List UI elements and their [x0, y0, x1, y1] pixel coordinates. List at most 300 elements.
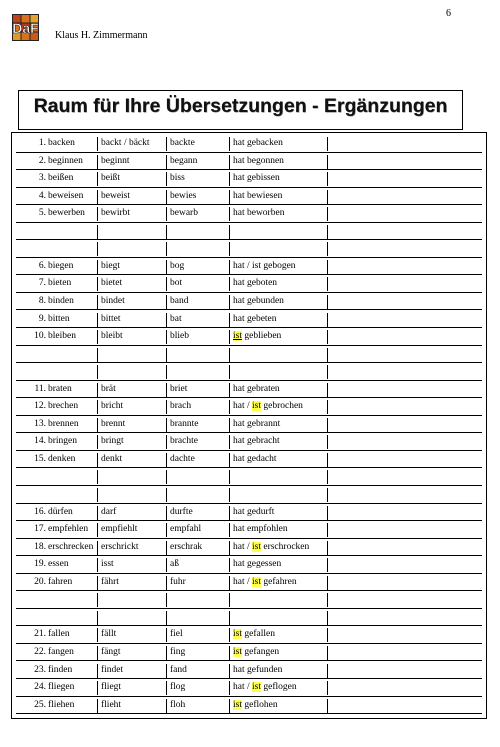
page-title: Raum für Ihre Übersetzungen - Ergänzungen	[33, 95, 448, 117]
column-divider	[166, 348, 167, 362]
cell-present: fällt	[101, 629, 117, 640]
column-divider	[327, 453, 328, 467]
row-number: 8.	[38, 295, 46, 306]
row-number: 25.	[34, 699, 46, 710]
cell-perfect: hat gebunden	[233, 295, 284, 306]
column-divider	[327, 330, 328, 344]
cell-preterite: bog	[170, 260, 185, 271]
row-number	[30, 591, 46, 608]
row-number	[30, 609, 46, 626]
table-row	[12, 539, 486, 557]
column-divider	[97, 593, 98, 607]
row-number: 7.	[38, 278, 46, 289]
column-divider	[166, 155, 167, 169]
column-divider	[97, 558, 98, 572]
cell-present: bittet	[101, 313, 121, 324]
author-name: Klaus H. Zimmermann	[55, 30, 148, 41]
row-number: 13.	[34, 418, 46, 429]
row-number: 5.	[38, 208, 46, 219]
cell-preterite: fuhr	[170, 576, 186, 587]
cell-infinitive: bitten	[48, 313, 70, 324]
auxiliary-highlight: ist	[252, 682, 261, 693]
column-divider	[97, 383, 98, 397]
cell-present: darf	[101, 506, 117, 517]
column-divider	[327, 172, 328, 186]
table-row	[12, 609, 486, 627]
cell-infinitive: finden	[48, 664, 73, 675]
column-divider	[327, 137, 328, 151]
title-box	[18, 90, 463, 130]
row-number: 14.	[34, 436, 46, 447]
column-divider	[166, 681, 167, 695]
cell-preterite: aß	[170, 559, 179, 570]
column-divider	[97, 313, 98, 327]
column-divider	[229, 137, 230, 151]
column-divider	[327, 383, 328, 397]
table-row	[12, 223, 486, 241]
cell-infinitive: bewerben	[48, 208, 85, 219]
column-divider	[166, 506, 167, 520]
table-row	[12, 591, 486, 609]
cell-infinitive: fallen	[48, 629, 70, 640]
column-divider	[166, 277, 167, 291]
column-divider	[166, 418, 167, 432]
table-row	[12, 135, 486, 153]
cell-infinitive: fliegen	[48, 682, 75, 693]
column-divider	[229, 681, 230, 695]
column-divider	[229, 646, 230, 660]
cell-preterite: brach	[170, 401, 192, 412]
column-divider	[327, 488, 328, 502]
column-divider	[229, 541, 230, 555]
auxiliary-highlight: ist	[233, 331, 242, 342]
column-divider	[229, 400, 230, 414]
table-row	[12, 644, 486, 662]
auxiliary-highlight: ist	[252, 541, 261, 552]
cell-present: beweist	[101, 190, 131, 201]
column-divider	[166, 699, 167, 713]
daf-logo	[12, 14, 39, 41]
cell-present: bleibt	[101, 331, 123, 342]
row-number: 19.	[34, 559, 46, 570]
column-divider	[166, 628, 167, 642]
cell-perfect: hat gefunden	[233, 664, 283, 675]
row-number	[30, 346, 46, 363]
table-row	[12, 626, 486, 644]
column-divider	[229, 365, 230, 379]
column-divider	[166, 541, 167, 555]
column-divider	[97, 277, 98, 291]
column-divider	[97, 699, 98, 713]
column-divider	[327, 541, 328, 555]
column-divider	[327, 558, 328, 572]
column-divider	[229, 207, 230, 221]
cell-infinitive: brechen	[48, 401, 79, 412]
cell-infinitive: beginnen	[48, 155, 83, 166]
row-number	[30, 486, 46, 503]
auxiliary-highlight: ist	[252, 576, 261, 587]
table-row	[12, 398, 486, 416]
table-row	[12, 293, 486, 311]
row-number: 16.	[34, 506, 46, 517]
cell-infinitive: erschrecken	[48, 541, 94, 552]
column-divider	[229, 155, 230, 169]
row-number: 23.	[34, 664, 46, 675]
column-divider	[327, 628, 328, 642]
cell-preterite: fiel	[170, 629, 183, 640]
cell-perfect: hat gebacken	[233, 138, 283, 148]
cell-infinitive: biegen	[48, 260, 74, 271]
column-divider	[327, 611, 328, 625]
column-divider	[327, 646, 328, 660]
cell-perfect: hat gebracht	[233, 436, 280, 447]
cell-perfect	[233, 679, 297, 696]
cell-infinitive: beweisen	[48, 190, 84, 201]
column-divider	[327, 418, 328, 432]
table-row	[12, 328, 486, 346]
column-divider	[97, 435, 98, 449]
table-row	[12, 451, 486, 469]
column-divider	[229, 593, 230, 607]
row-number: 6.	[38, 260, 46, 271]
cell-present: fängt	[101, 646, 121, 657]
row-number: 3.	[38, 173, 46, 184]
table-row	[12, 574, 486, 592]
column-divider	[327, 260, 328, 274]
cell-perfect: hat begonnen	[233, 155, 284, 166]
table-row	[12, 556, 486, 574]
column-divider	[97, 628, 98, 642]
table-row	[12, 381, 486, 399]
table-row	[12, 662, 486, 680]
perfect-participle: gebrochen	[260, 401, 303, 412]
cell-present: fliegt	[101, 682, 122, 693]
column-divider	[166, 190, 167, 204]
column-divider	[166, 576, 167, 590]
column-divider	[97, 260, 98, 274]
column-divider	[97, 418, 98, 432]
column-divider	[166, 383, 167, 397]
cell-perfect	[233, 644, 279, 661]
cell-perfect: hat gebissen	[233, 173, 280, 184]
perfect-participle: gefahren	[260, 576, 297, 587]
column-divider	[327, 313, 328, 327]
column-divider	[327, 435, 328, 449]
column-divider	[327, 207, 328, 221]
perfect-participle: gefallen	[241, 629, 275, 640]
cell-present: bindet	[101, 295, 125, 306]
cell-infinitive: bringen	[48, 436, 78, 447]
cell-preterite: flog	[170, 682, 186, 693]
cell-present: beginnt	[101, 155, 130, 166]
column-divider	[97, 207, 98, 221]
cell-preterite: bewies	[170, 190, 197, 201]
cell-preterite: bat	[170, 313, 182, 324]
column-divider	[327, 470, 328, 484]
column-divider	[97, 225, 98, 239]
column-divider	[166, 365, 167, 379]
row-number: 1.	[38, 138, 46, 148]
cell-present: bricht	[101, 401, 124, 412]
column-divider	[97, 646, 98, 660]
cell-perfect	[233, 574, 297, 591]
column-divider	[327, 155, 328, 169]
column-divider	[229, 260, 230, 274]
column-divider	[97, 681, 98, 695]
cell-infinitive: fliehen	[48, 699, 75, 710]
column-divider	[97, 611, 98, 625]
column-divider	[166, 172, 167, 186]
column-divider	[97, 453, 98, 467]
column-divider	[97, 488, 98, 502]
row-number: 17.	[34, 524, 46, 535]
column-divider	[166, 488, 167, 502]
page-number: 6	[446, 8, 451, 19]
row-number: 10.	[34, 331, 46, 342]
table-row	[12, 416, 486, 434]
row-number: 12.	[34, 401, 46, 412]
column-divider	[97, 506, 98, 520]
verb-table	[11, 132, 487, 719]
cell-infinitive: fahren	[48, 576, 73, 587]
column-divider	[97, 330, 98, 344]
column-divider	[327, 593, 328, 607]
column-divider	[229, 277, 230, 291]
column-divider	[166, 470, 167, 484]
cell-infinitive: brennen	[48, 418, 79, 429]
perfect-participle: geblieben	[241, 331, 282, 342]
cell-preterite: fing	[170, 646, 186, 657]
auxiliary-highlight: ist	[233, 699, 242, 710]
cell-perfect: hat gebeten	[233, 313, 277, 324]
column-divider	[166, 611, 167, 625]
column-divider	[229, 435, 230, 449]
cell-present: brät	[101, 383, 116, 394]
cell-preterite: biss	[170, 173, 185, 184]
cell-infinitive: bleiben	[48, 331, 76, 342]
cell-preterite: erschrak	[170, 541, 203, 552]
column-divider	[229, 313, 230, 327]
column-divider	[229, 330, 230, 344]
column-divider	[97, 172, 98, 186]
column-divider	[229, 383, 230, 397]
cell-present: bewirbt	[101, 208, 131, 219]
column-divider	[229, 453, 230, 467]
cell-present: biegt	[101, 260, 120, 271]
column-divider	[229, 506, 230, 520]
cell-present: bringt	[101, 436, 124, 447]
column-divider	[97, 523, 98, 537]
column-divider	[166, 593, 167, 607]
cell-infinitive: bieten	[48, 278, 72, 289]
cell-present: beißt	[101, 173, 120, 184]
row-number: 11.	[34, 383, 46, 394]
column-divider	[166, 435, 167, 449]
row-number: 18.	[34, 541, 46, 552]
cell-present: fährt	[101, 576, 119, 587]
table-row	[12, 486, 486, 504]
table-row	[12, 275, 486, 293]
column-divider	[97, 242, 98, 256]
column-divider	[97, 137, 98, 151]
column-divider	[327, 295, 328, 309]
table-row	[12, 205, 486, 223]
cell-preterite: blieb	[170, 331, 189, 342]
cell-perfect: hat gebraten	[233, 383, 280, 394]
column-divider	[166, 225, 167, 239]
cell-perfect: hat gedacht	[233, 453, 277, 464]
cell-infinitive: denken	[48, 453, 76, 464]
table-row	[12, 170, 486, 188]
column-divider	[97, 190, 98, 204]
cell-infinitive: empfehlen	[48, 524, 89, 535]
cell-infinitive: fangen	[48, 646, 74, 657]
column-divider	[229, 628, 230, 642]
row-number	[30, 363, 46, 380]
column-divider	[327, 681, 328, 695]
perfect-prefix: hat /	[233, 682, 252, 693]
perfect-prefix: hat /	[233, 401, 252, 412]
column-divider	[97, 470, 98, 484]
column-divider	[229, 418, 230, 432]
column-divider	[327, 576, 328, 590]
auxiliary-highlight: ist	[233, 646, 242, 657]
cell-perfect	[233, 626, 275, 643]
cell-preterite: brannte	[170, 418, 199, 429]
column-divider	[97, 400, 98, 414]
cell-preterite: floh	[170, 699, 186, 710]
row-number	[30, 240, 46, 257]
column-divider	[229, 470, 230, 484]
perfect-prefix: hat /	[233, 576, 252, 587]
row-number: 2.	[38, 155, 46, 166]
column-divider	[229, 295, 230, 309]
column-divider	[97, 155, 98, 169]
table-row	[12, 433, 486, 451]
column-divider	[229, 488, 230, 502]
cell-preterite: empfahl	[170, 524, 202, 535]
cell-preterite: briet	[170, 383, 188, 394]
column-divider	[327, 699, 328, 713]
table-row	[12, 521, 486, 539]
cell-present: brennt	[101, 418, 126, 429]
column-divider	[97, 576, 98, 590]
column-divider	[166, 523, 167, 537]
column-divider	[327, 277, 328, 291]
column-divider	[327, 242, 328, 256]
column-divider	[229, 611, 230, 625]
perfect-prefix: hat /	[233, 541, 252, 552]
cell-preterite: bewarb	[170, 208, 198, 219]
column-divider	[166, 664, 167, 678]
column-divider	[166, 453, 167, 467]
cell-perfect	[233, 328, 281, 345]
column-divider	[166, 137, 167, 151]
cell-present: erschrickt	[101, 541, 139, 552]
column-divider	[327, 400, 328, 414]
cell-infinitive: backen	[48, 138, 75, 148]
perfect-participle: gefangen	[241, 646, 280, 657]
column-divider	[166, 313, 167, 327]
column-divider	[97, 664, 98, 678]
row-number: 20.	[34, 576, 46, 587]
cell-preterite: backte	[170, 138, 195, 148]
column-divider	[97, 295, 98, 309]
column-divider	[229, 242, 230, 256]
column-divider	[166, 646, 167, 660]
cell-infinitive: binden	[48, 295, 74, 306]
auxiliary-highlight: ist	[233, 629, 242, 640]
table-row	[12, 504, 486, 522]
column-divider	[229, 699, 230, 713]
row-number: 22.	[34, 646, 46, 657]
row-number: 9.	[38, 313, 46, 324]
cell-perfect: hat geboten	[233, 278, 278, 289]
table-row	[12, 697, 486, 715]
logo-text: DaF	[12, 20, 39, 36]
column-divider	[229, 225, 230, 239]
cell-present: isst	[101, 559, 114, 570]
cell-preterite: begann	[170, 155, 198, 166]
column-divider	[229, 523, 230, 537]
table-row	[12, 258, 486, 276]
column-divider	[229, 172, 230, 186]
cell-perfect	[233, 539, 309, 556]
column-divider	[229, 190, 230, 204]
table-row	[12, 240, 486, 258]
row-number: 24.	[34, 682, 46, 693]
column-divider	[327, 523, 328, 537]
column-divider	[327, 506, 328, 520]
cell-infinitive: essen	[48, 559, 69, 570]
cell-present: denkt	[101, 453, 123, 464]
column-divider	[166, 242, 167, 256]
column-divider	[97, 365, 98, 379]
column-divider	[327, 225, 328, 239]
cell-perfect	[233, 398, 303, 415]
column-divider	[166, 295, 167, 309]
table-row	[12, 188, 486, 206]
perfect-participle: geflohen	[241, 699, 278, 710]
cell-infinitive: beißen	[48, 173, 74, 184]
row-number: 15.	[34, 453, 46, 464]
cell-perfect: hat gegessen	[233, 559, 282, 570]
cell-present: bietet	[101, 278, 123, 289]
column-divider	[166, 207, 167, 221]
cell-infinitive: dürfen	[48, 506, 73, 517]
table-row	[12, 311, 486, 329]
cell-present: findet	[101, 664, 124, 675]
cell-present: backt / bäckt	[101, 138, 150, 148]
cell-preterite: fand	[170, 664, 187, 675]
cell-perfect: hat beworben	[233, 208, 285, 219]
table-row	[12, 346, 486, 364]
column-divider	[166, 260, 167, 274]
column-divider	[166, 558, 167, 572]
column-divider	[327, 348, 328, 362]
auxiliary-highlight: ist	[252, 401, 261, 412]
table-row	[12, 363, 486, 381]
perfect-participle: erschrocken	[260, 541, 310, 552]
cell-preterite: band	[170, 295, 189, 306]
cell-infinitive: braten	[48, 383, 72, 394]
cell-present: empfiehlt	[101, 524, 138, 535]
perfect-participle: geflogen	[260, 682, 297, 693]
column-divider	[97, 348, 98, 362]
column-divider	[327, 664, 328, 678]
column-divider	[166, 400, 167, 414]
column-divider	[229, 558, 230, 572]
